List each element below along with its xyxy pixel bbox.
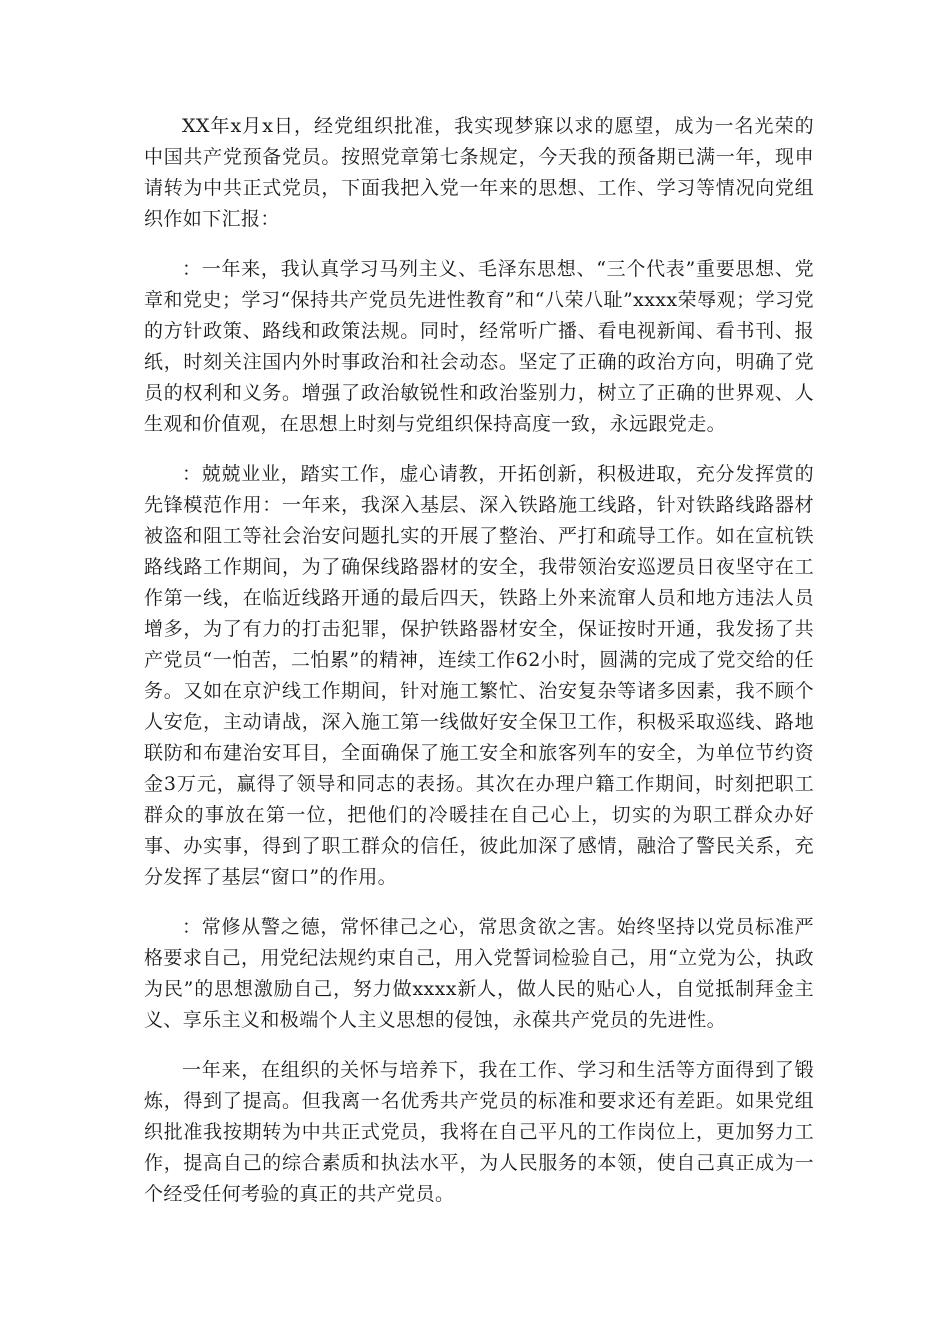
paragraph-work: ：兢兢业业，踏实工作，虚心请教，开拓创新，积极进取，充分发挥赏的先锋模范作用：一年来，我深入基层、深入铁路施工线路，针对铁路线路器材被盗和阻工等社会治安问题扎实的开展了整治、严打和疏导工作。如在宣杭铁路线路工作期间，为了确保线路器材的安全，我带领治安巡逻员日夜坚守在工作第一线，在临近线路开通的最后四天，铁路上外来流窜人员和地方违法人员增多，为了有力的打击犯罪，保护铁路器材安全，保证按时开通，我发扬了共产党员“一怕苦，二怕累”的精神，连续工作62小时，圆满的完成了党交给的任务。又如在京沪线工作期间，针对施工繁忙、治安复杂等诸多因素，我不顾个人安危，主动请战，深入施工第一线做好安全保卫工作，积极采取巡线、路地联防和布建治安耳目，全面确保了施工安全和旅客列车的安全，为单位节约资金3万元，赢得了领导和同志的表扬。其次在办理户籍工作期间，时刻把职工群众的事放在第一位，把他们的冷暖挂在自己心上，切实的为职工群众办好事、办实事，得到了职工群众的信任，彼此加深了感情，融洽了警民关系，充分发挥了基层“窗口”的作用。 [144, 463, 814, 888]
paragraph-conclusion: 一年来，在组织的关怀与培养下，我在工作、学习和生活等方面得到了锻炼，得到了提高。但我离一名优秀共产党员的标准和要求还有差距。如果党组织批准我按期转为中共正式党员，我将在自己平凡的工作岗位上，更加努力工作，提高自己的综合素质和执法水平，为人民服务的本领，使自己真正成为一个经受任何考验的真正的共产党员。 [144, 1059, 814, 1205]
document-body [144, 111, 814, 1229]
paragraph-thought: ：一年来，我认真学习马列主义、毛泽东思想、“三个代表”重要思想、党章和党史；学习“保持共产党员先进性教育”和“八荣八耻”xxxx荣辱观；学习党的方针政策、路线和政策法规。同时，经常听广播、看电视新闻、看书刊、报纸，时刻关注国内外时事政治和社会动态。坚定了正确的政治方向，明确了党员的权利和义务。增强了政治敏锐性和政治鉴别力，树立了正确的世界观、人生观和价值观，在思想上时刻与党组织保持高度一致，永远跟党走。 [144, 258, 814, 435]
paragraph-conduct: ：常修从警之德，常怀律己之心，常思贪欲之害。始终坚持以党员标准严格要求自己，用党纪法规约束自己，用入党誓词检验自己，用“立党为公，执政为民”的思想激励自己，努力做xxxx新人，做人民的贴心人，自觉抵制拜金主义、享乐主义和极端个人主义思想的侵蚀，永葆共产党员的先进性。 [144, 916, 814, 1031]
paragraph-intro: XX年x月x日，经党组织批准，我实现梦寐以求的愿望，成为一名光荣的中国共产党预备党员。按照党章第七条规定，今天我的预备期已满一年，现申请转为中共正式党员，下面我把入党一年来的思想、工作、学习等情况向党组织作如下汇报： [144, 115, 814, 230]
